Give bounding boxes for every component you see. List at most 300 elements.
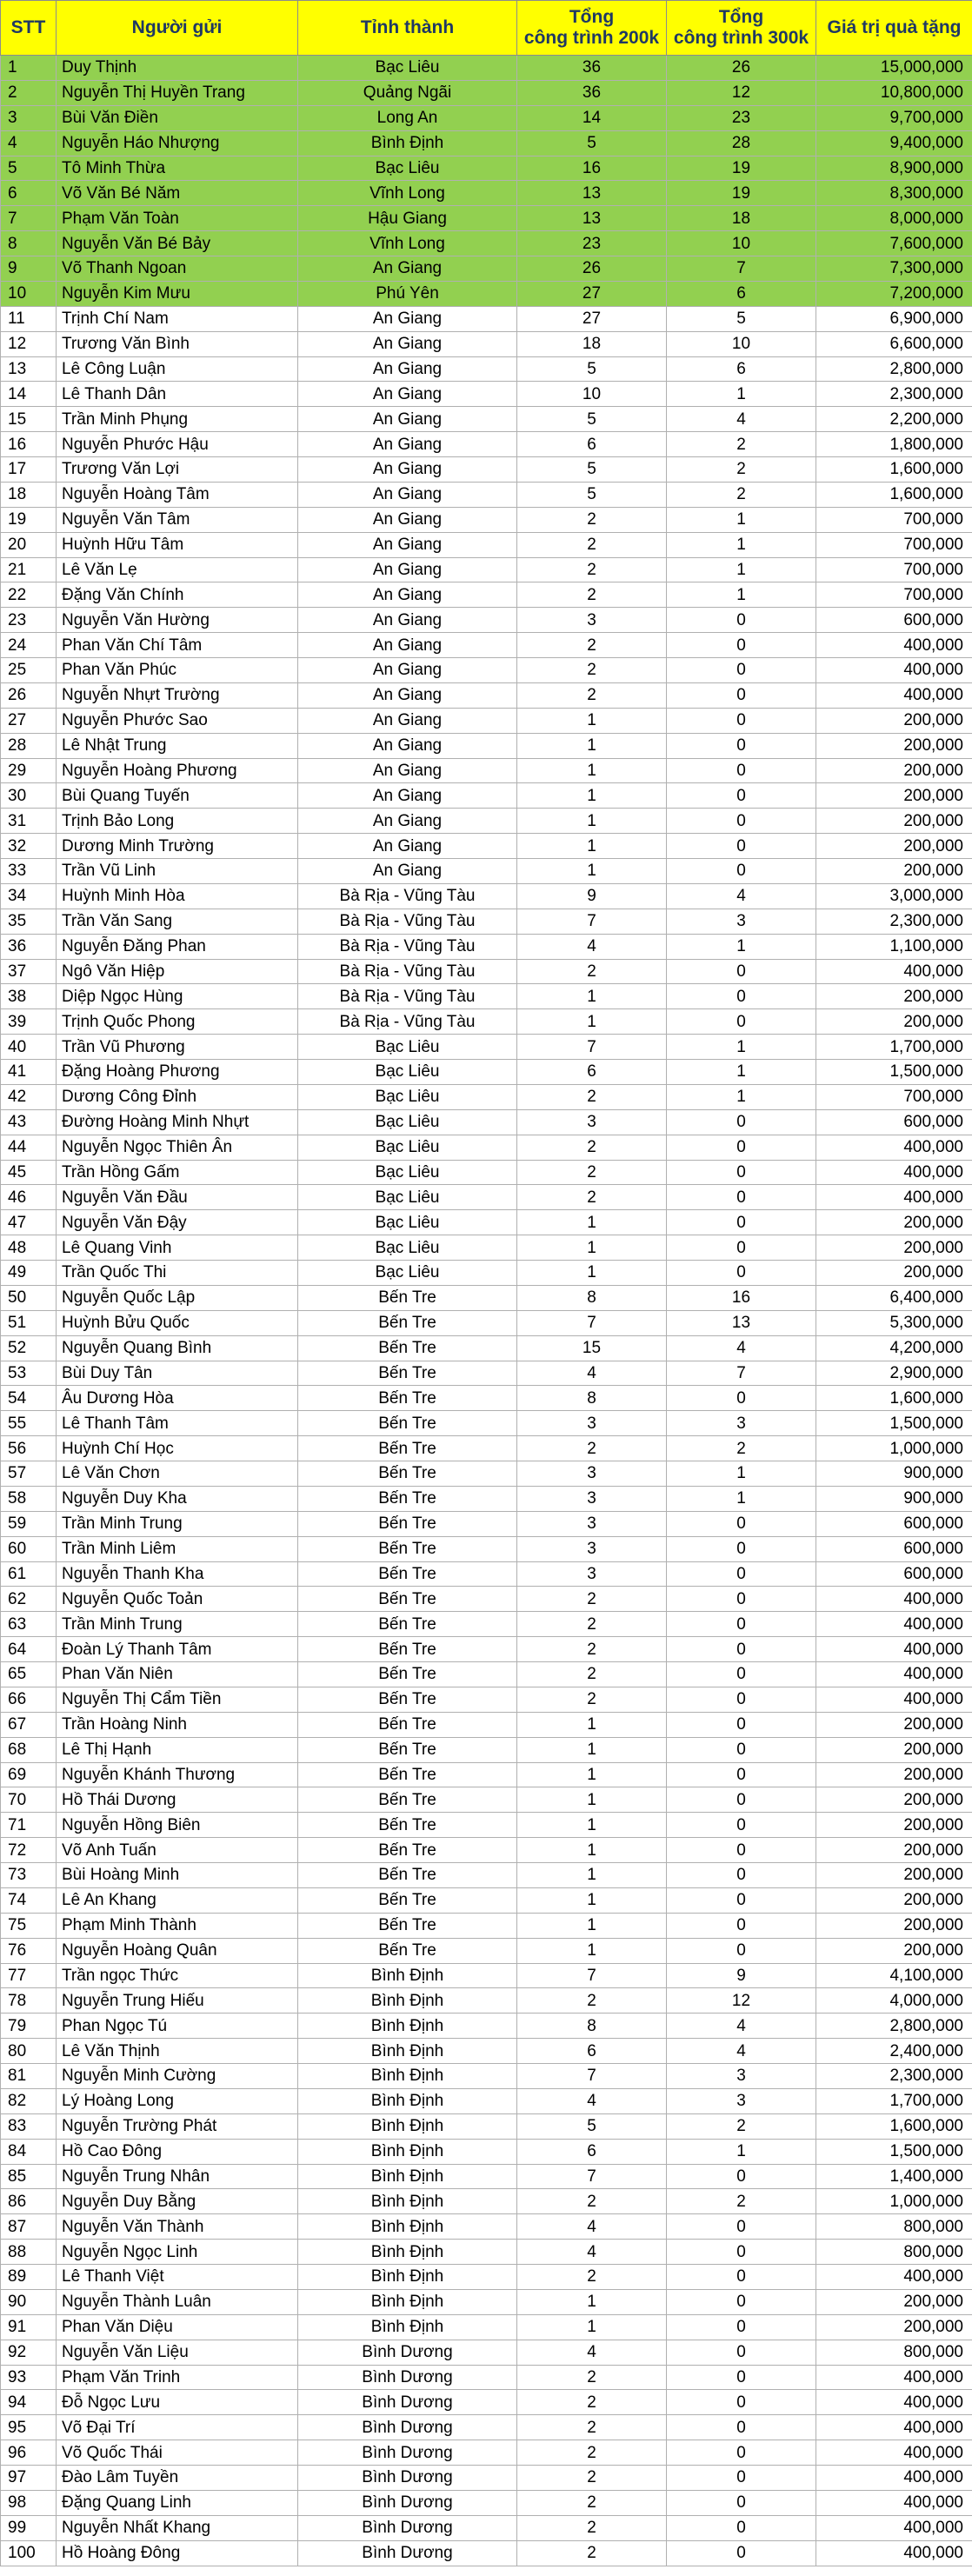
table-row [1,130,972,156]
total-200k-cell: 4 [517,934,667,959]
total-300k-cell: 0 [667,2466,816,2491]
sender-cell: Lê Thanh Việt [57,2265,298,2290]
total-300k-cell: 0 [667,1235,816,1261]
total-200k-cell: 3 [517,1411,667,1436]
sender-cell: Trần Hồng Gấm [57,1160,298,1185]
stt-cell: 20 [1,532,57,557]
sender-cell: Lê An Khang [57,1887,298,1913]
sender-cell: Lê Văn Thịnh [57,2039,298,2064]
gift-value-cell: 200,000 [816,834,972,859]
gift-value-cell: 200,000 [816,1235,972,1261]
stt-cell: 61 [1,1561,57,1587]
sender-cell: Lê Nhật Trung [57,733,298,758]
total-200k-cell: 2 [517,1662,667,1687]
stt-cell: 59 [1,1511,57,1536]
sender-cell: Lê Công Luận [57,356,298,382]
sender-cell: Đào Lâm Tuyền [57,2466,298,2491]
stt-cell: 40 [1,1035,57,1060]
sender-cell: Lê Văn Lẹ [57,557,298,582]
province-cell: Bạc Liêu [298,1109,517,1135]
total-200k-cell: 2 [517,1185,667,1210]
table-row [1,1361,972,1386]
stt-cell: 5 [1,156,57,181]
gift-value-cell: 8,000,000 [816,206,972,231]
total-300k-cell: 12 [667,1988,816,2014]
gift-value-cell: 15,000,000 [816,56,972,81]
sender-cell: Võ Quốc Thái [57,2440,298,2466]
sender-cell: Đặng Văn Chính [57,582,298,608]
stt-cell: 80 [1,2039,57,2064]
total-300k-cell: 0 [667,1587,816,1612]
gift-value-cell: 8,300,000 [816,181,972,206]
total-300k-cell: 0 [667,2265,816,2290]
sender-cell: Hồ Cao Đông [57,2139,298,2164]
total-300k-cell: 0 [667,1687,816,1712]
table-row [1,231,972,256]
table-row [1,1587,972,1612]
table-row [1,281,972,306]
total-200k-cell: 5 [517,356,667,382]
sender-cell: Bùi Văn Điền [57,105,298,130]
total-200k-cell: 13 [517,206,667,231]
total-300k-cell: 19 [667,156,816,181]
sender-cell: Huỳnh Hữu Tâm [57,532,298,557]
sender-cell: Phan Văn Chí Tâm [57,633,298,658]
province-cell: Bến Tre [298,1838,517,1863]
table-row [1,859,972,884]
total-200k-cell: 7 [517,909,667,934]
province-cell: Bến Tre [298,1887,517,1913]
gift-value-cell: 400,000 [816,633,972,658]
sender-cell: Huỳnh Bửu Quốc [57,1310,298,1335]
gift-value-cell: 1,600,000 [816,2113,972,2139]
total-300k-cell: 0 [667,733,816,758]
province-cell: An Giang [298,256,517,282]
sender-cell: Đặng Quang Linh [57,2490,298,2515]
gift-value-cell: 400,000 [816,2415,972,2440]
table-row [1,1060,972,1085]
gift-value-cell: 400,000 [816,1587,972,1612]
province-cell: An Giang [298,658,517,683]
sender-cell: Trần Vũ Linh [57,859,298,884]
gift-value-cell: 200,000 [816,783,972,809]
stt-cell: 82 [1,2088,57,2113]
total-300k-cell: 1 [667,1486,816,1511]
sender-cell: Trần Minh Trung [57,1612,298,1637]
sender-cell: Nguyễn Hoàng Tâm [57,482,298,507]
sender-cell: Đường Hoàng Minh Nhựt [57,1109,298,1135]
table-row [1,608,972,633]
table-row [1,507,972,532]
sender-cell: Nguyễn Duy Kha [57,1486,298,1511]
province-cell: Bến Tre [298,1386,517,1411]
province-cell: An Giang [298,331,517,356]
stt-cell: 17 [1,457,57,483]
stt-cell: 98 [1,2490,57,2515]
gift-value-cell: 2,400,000 [816,2039,972,2064]
table-row [1,1988,972,2014]
total-300k-cell: 0 [667,658,816,683]
table-row [1,1612,972,1637]
sender-cell: Trần Minh Phụng [57,407,298,432]
gift-value-cell: 200,000 [816,1210,972,1235]
table-row [1,2466,972,2491]
total-200k-cell: 1 [517,834,667,859]
total-200k-cell: 7 [517,2064,667,2089]
gift-value-cell: 700,000 [816,507,972,532]
province-cell: Bến Tre [298,1662,517,1687]
gift-value-cell: 600,000 [816,1536,972,1561]
table-row [1,1838,972,1863]
total-200k-cell: 5 [517,407,667,432]
total-300k-cell: 13 [667,1310,816,1335]
province-cell: Bình Dương [298,2340,517,2365]
table-row [1,2214,972,2240]
table-row [1,658,972,683]
stt-cell: 54 [1,1386,57,1411]
total-300k-cell: 0 [667,708,816,733]
gift-value-cell: 200,000 [816,1009,972,1035]
stt-cell: 3 [1,105,57,130]
header-row [1,1,972,56]
province-cell: An Giang [298,306,517,331]
gift-value-cell: 200,000 [816,1887,972,1913]
province-cell: Bình Dương [298,2440,517,2466]
total-300k-cell: 0 [667,1009,816,1035]
gift-value-cell: 200,000 [816,1737,972,1762]
stt-cell: 34 [1,883,57,909]
table-row [1,1536,972,1561]
gift-value-cell: 400,000 [816,1637,972,1662]
table-row [1,1863,972,1888]
gift-value-cell: 400,000 [816,1160,972,1185]
total-300k-cell: 0 [667,2365,816,2390]
sender-cell: Phạm Văn Trinh [57,2365,298,2390]
gift-value-cell: 200,000 [816,1762,972,1787]
total-200k-cell: 7 [517,2164,667,2189]
total-300k-cell: 6 [667,356,816,382]
sender-cell: Nguyễn Văn Đầu [57,1185,298,1210]
table-row [1,56,972,81]
stt-cell: 7 [1,206,57,231]
total-300k-cell: 0 [667,1511,816,1536]
sender-cell: Đặng Hoàng Phương [57,1060,298,1085]
total-200k-cell: 3 [517,1461,667,1487]
total-300k-cell: 5 [667,306,816,331]
sender-cell: Nguyễn Duy Bằng [57,2189,298,2214]
province-cell: Bến Tre [298,1737,517,1762]
sender-cell: Nguyễn Hoàng Quân [57,1938,298,1963]
province-cell: Bến Tre [298,1511,517,1536]
total-200k-cell: 3 [517,1561,667,1587]
table-row [1,2088,972,2113]
province-cell: Bến Tre [298,1913,517,1938]
total-300k-cell: 0 [667,1637,816,1662]
province-cell: Bà Rịa - Vũng Tàu [298,984,517,1009]
province-cell: Bạc Liêu [298,1160,517,1185]
total-300k-cell: 0 [667,809,816,834]
total-300k-cell: 4 [667,1335,816,1361]
stt-cell: 96 [1,2440,57,2466]
total-200k-cell: 2 [517,2390,667,2415]
province-cell: Vĩnh Long [298,231,517,256]
stt-cell: 29 [1,758,57,783]
stt-cell: 28 [1,733,57,758]
total-300k-cell: 0 [667,2240,816,2265]
total-300k-cell: 0 [667,834,816,859]
total-200k-cell: 6 [517,2139,667,2164]
province-cell: Hậu Giang [298,206,517,231]
total-200k-cell: 4 [517,1361,667,1386]
total-300k-cell: 2 [667,1436,816,1461]
total-300k-cell: 4 [667,2039,816,2064]
stt-cell: 23 [1,608,57,633]
stt-cell: 39 [1,1009,57,1035]
gift-value-cell: 6,900,000 [816,306,972,331]
stt-cell: 63 [1,1612,57,1637]
sender-cell: Nguyễn Hoàng Phương [57,758,298,783]
province-cell: An Giang [298,482,517,507]
total-200k-cell: 7 [517,1035,667,1060]
gift-value-cell: 800,000 [816,2240,972,2265]
table-row [1,909,972,934]
stt-cell: 70 [1,1787,57,1813]
gift-value-cell: 7,200,000 [816,281,972,306]
total-300k-cell: 0 [667,2515,816,2540]
gift-value-cell: 600,000 [816,1109,972,1135]
total-300k-cell: 3 [667,2088,816,2113]
total-300k-cell: 7 [667,256,816,282]
province-cell: Bà Rịa - Vũng Tàu [298,883,517,909]
total-300k-cell: 0 [667,758,816,783]
sender-cell: Trương Văn Bình [57,331,298,356]
gift-value-cell: 1,500,000 [816,2139,972,2164]
province-cell: Bình Định [298,2214,517,2240]
province-cell: Bến Tre [298,1486,517,1511]
total-300k-cell: 0 [667,1210,816,1235]
total-200k-cell: 2 [517,633,667,658]
sender-cell: Lê Thanh Tâm [57,1411,298,1436]
gift-value-cell: 9,400,000 [816,130,972,156]
gift-value-cell: 2,300,000 [816,909,972,934]
header-stt: STT [1,1,57,56]
province-cell: Bình Dương [298,2365,517,2390]
table-row [1,733,972,758]
table-row [1,708,972,733]
sender-cell: Nguyễn Thanh Kha [57,1561,298,1587]
total-200k-cell: 23 [517,231,667,256]
total-300k-cell: 0 [667,2314,816,2340]
table-row [1,2014,972,2039]
gift-value-cell: 1,600,000 [816,482,972,507]
stt-cell: 46 [1,1185,57,1210]
province-cell: Bình Dương [298,2540,517,2566]
province-cell: Bình Định [298,2039,517,2064]
stt-cell: 51 [1,1310,57,1335]
gift-value-cell: 7,300,000 [816,256,972,282]
gift-value-cell: 200,000 [816,984,972,1009]
total-300k-cell: 1 [667,532,816,557]
total-300k-cell: 19 [667,181,816,206]
total-300k-cell: 1 [667,1035,816,1060]
table-row [1,181,972,206]
sender-cell: Lê Thị Hạnh [57,1737,298,1762]
total-300k-cell: 0 [667,1662,816,1687]
total-300k-cell: 6 [667,281,816,306]
header-gift-value: Giá trị quà tặng [816,1,972,56]
table-row [1,2540,972,2566]
total-300k-cell: 0 [667,2214,816,2240]
sender-cell: Phan Văn Phúc [57,658,298,683]
stt-cell: 8 [1,231,57,256]
total-300k-cell: 2 [667,432,816,457]
total-200k-cell: 1 [517,708,667,733]
stt-cell: 86 [1,2189,57,2214]
sender-cell: Nguyễn Háo Nhượng [57,130,298,156]
total-300k-cell: 0 [667,2540,816,2566]
table-row [1,934,972,959]
total-200k-cell: 8 [517,1285,667,1310]
province-cell: An Giang [298,457,517,483]
gift-value-cell: 200,000 [816,758,972,783]
stt-cell: 2 [1,80,57,105]
sender-cell: Phan Văn Niên [57,1662,298,1687]
stt-cell: 99 [1,2515,57,2540]
province-cell: Bình Dương [298,2466,517,2491]
stt-cell: 81 [1,2064,57,2089]
total-200k-cell: 3 [517,1511,667,1536]
table-row [1,457,972,483]
table-row [1,1160,972,1185]
header-total-300k: Tổng công trình 300k [667,1,816,56]
table-row [1,2164,972,2189]
total-300k-cell: 3 [667,1411,816,1436]
total-200k-cell: 2 [517,2365,667,2390]
sender-cell: Dương Công Đỉnh [57,1084,298,1109]
province-cell: Long An [298,105,517,130]
table-row [1,633,972,658]
total-300k-cell: 0 [667,608,816,633]
sender-cell: Nguyễn Văn Thành [57,2214,298,2240]
gift-value-cell: 1,500,000 [816,1060,972,1085]
stt-cell: 35 [1,909,57,934]
table-row [1,1913,972,1938]
gift-value-cell: 200,000 [816,1913,972,1938]
table-row [1,1210,972,1235]
province-cell: Bạc Liêu [298,1135,517,1160]
gift-value-cell: 4,200,000 [816,1335,972,1361]
province-cell: Bạc Liêu [298,56,517,81]
province-cell: Bình Định [298,130,517,156]
province-cell: An Giang [298,859,517,884]
table-row [1,2289,972,2314]
total-200k-cell: 2 [517,1084,667,1109]
gift-value-cell: 1,000,000 [816,2189,972,2214]
stt-cell: 87 [1,2214,57,2240]
total-200k-cell: 1 [517,1712,667,1737]
total-300k-cell: 2 [667,482,816,507]
stt-cell: 77 [1,1963,57,1988]
province-cell: Bình Định [298,2314,517,2340]
total-300k-cell: 0 [667,1561,816,1587]
province-cell: An Giang [298,633,517,658]
stt-cell: 37 [1,959,57,984]
total-300k-cell: 2 [667,2189,816,2214]
total-300k-cell: 0 [667,1160,816,1185]
gift-value-cell: 400,000 [816,1135,972,1160]
table-row [1,1436,972,1461]
stt-cell: 93 [1,2365,57,2390]
total-300k-cell: 0 [667,1185,816,1210]
total-200k-cell: 7 [517,1310,667,1335]
province-cell: Bến Tre [298,1561,517,1587]
table-row [1,2064,972,2089]
total-200k-cell: 2 [517,532,667,557]
sender-cell: Huỳnh Chí Học [57,1436,298,1461]
province-cell: Bình Dương [298,2390,517,2415]
gift-value-cell: 200,000 [816,809,972,834]
province-cell: Bến Tre [298,1411,517,1436]
total-300k-cell: 0 [667,1938,816,1963]
total-300k-cell: 0 [667,959,816,984]
gift-value-cell: 600,000 [816,608,972,633]
table-row [1,834,972,859]
table-row [1,2265,972,2290]
total-200k-cell: 1 [517,2314,667,2340]
province-cell: An Giang [298,809,517,834]
total-200k-cell: 1 [517,758,667,783]
table-row [1,2340,972,2365]
total-300k-cell: 1 [667,2139,816,2164]
sender-cell: Lê Thanh Dân [57,382,298,407]
province-cell: Bến Tre [298,1863,517,1888]
total-300k-cell: 1 [667,1461,816,1487]
total-200k-cell: 1 [517,1838,667,1863]
table-row [1,2039,972,2064]
gift-value-cell: 2,200,000 [816,407,972,432]
total-300k-cell: 28 [667,130,816,156]
gift-value-cell: 8,900,000 [816,156,972,181]
total-200k-cell: 1 [517,984,667,1009]
gift-value-cell: 200,000 [816,1787,972,1813]
sender-cell: Nguyễn Quốc Toản [57,1587,298,1612]
province-cell: An Giang [298,708,517,733]
table-row [1,1787,972,1813]
total-300k-cell: 0 [667,1109,816,1135]
province-cell: Bình Định [298,2189,517,2214]
total-300k-cell: 0 [667,682,816,708]
total-200k-cell: 36 [517,80,667,105]
province-cell: Bình Định [298,2113,517,2139]
gift-value-cell: 1,700,000 [816,1035,972,1060]
total-200k-cell: 2 [517,557,667,582]
total-200k-cell: 1 [517,1787,667,1813]
total-200k-cell: 1 [517,1863,667,1888]
province-cell: Bến Tre [298,1335,517,1361]
table-row [1,1762,972,1787]
gift-value-cell: 7,600,000 [816,231,972,256]
province-cell: An Giang [298,356,517,382]
stt-cell: 72 [1,1838,57,1863]
gift-value-cell: 600,000 [816,1511,972,1536]
total-200k-cell: 9 [517,883,667,909]
table-row [1,2515,972,2540]
stt-cell: 27 [1,708,57,733]
stt-cell: 57 [1,1461,57,1487]
gift-value-cell: 700,000 [816,582,972,608]
table-row [1,1963,972,1988]
province-cell: Bạc Liêu [298,1210,517,1235]
